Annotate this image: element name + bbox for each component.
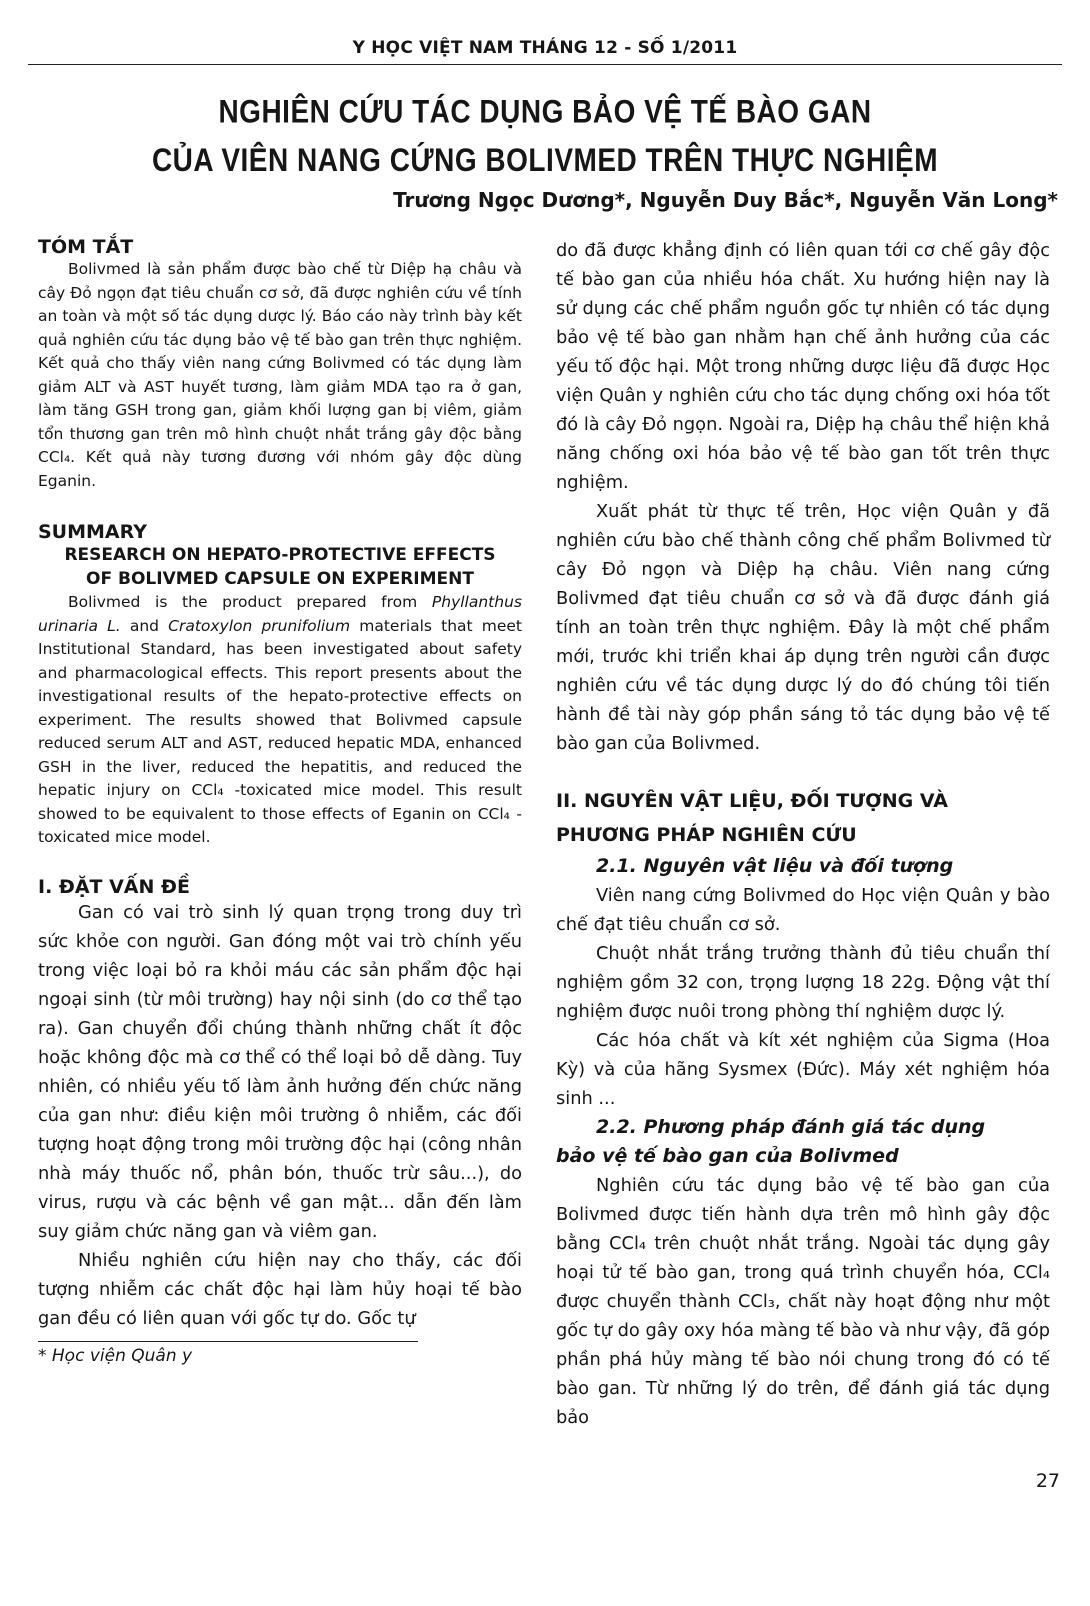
- summary-text: [38, 591, 522, 850]
- section-2-paragraph-1: Viên nang cứng Bolivmed do Học viện Quân y bào chế đạt tiêu chuẩn cơ sở.: [556, 885, 1050, 935]
- subsection-2-2-heading: [556, 1113, 1050, 1171]
- section-2-heading-line-1: II. NGUYÊN VẬT LIỆU, ĐỐI TƯỢNG VÀ: [556, 790, 948, 812]
- title-line-1: NGHIÊN CỨU TÁC DỤNG BẢO VỆ TẾ BÀO GAN: [218, 93, 872, 130]
- article-title: [150, 88, 940, 185]
- section-2-paragraph-3: Các hóa chất và kít xét nghiệm của Sigma (Hoa Kỳ) và của hãng Sysmex (Đức). Máy xét nghiệm hóa sinh ...: [556, 1030, 1050, 1109]
- section-1-heading: I. ĐẶT VẤN ĐỀ: [38, 875, 190, 898]
- right-column: [556, 236, 1050, 1432]
- summary-title-line-2: OF BOLIVMED CAPSULE ON EXPERIMENT: [86, 569, 474, 589]
- section-1-paragraph-3: do đã được khẳng định có liên quan tới cơ chế gây độc tế bào gan của nhiều hóa chất. Xu hướng hiện nay là sử dụng các chế phẩm nguồn gốc tự nhiên có tác dụng bảo vệ tế bào gan nhằm hạn chế ảnh hưởng của các yếu tố độc hại. Một trong những dược liệu đã được Học viện Quân y nghiên cứu cho tác dụng chống oxi hóa tốt đó là cây Đỏ ngọn. Ngoài ra, Diệp hạ châu thể hiện khả năng chống oxi hóa bảo vệ tế bào gan tốt trên thực nghiệm.: [556, 240, 1050, 493]
- section-2-paragraph-2: Chuột nhắt trắng trưởng thành đủ tiêu chuẩn thí nghiệm gồm 32 con, trọng lượng 18 22g. Động vật thí nghiệm được nuôi trong phòng thí nghiệm dược lý.: [556, 943, 1050, 1022]
- header-rule: [28, 64, 1062, 65]
- abstract-heading: TÓM TẮT: [38, 236, 134, 258]
- summary-text-b: and: [120, 616, 169, 635]
- species-phyllanthus: Phyllanthus urinaria L.: [38, 593, 522, 635]
- section-2-heading: [556, 784, 1050, 852]
- section-1-paragraph-1: Gan có vai trò sinh lý quan trọng trong duy trì sức khỏe con người. Gan đóng một vai trò chính yếu trong việc loại bỏ ra khỏi máu các sản phẩm độc hại ngoại sinh (từ môi trường) hay nội sinh (do cơ thể tạo ra). Gan chuyển đổi chúng thành những chất ít độc hoặc không độc mà cơ thể có thể loại bỏ dễ dàng. Tuy nhiên, có nhiều yếu tố làm ảnh hưởng đến chức năng của gan như: điều kiện môi trường ô nhiễm, các đối tượng hoạt động trong môi trường độc hại (công nhân nhà máy thuốc nổ, phân bón, thuốc trừ sâu...), do virus, rượu và các bệnh về gan mật... dẫn đến làm suy giảm chức năng gan và viêm gan.: [38, 901, 522, 1242]
- section-1-paragraph-4: Xuất phát từ thực tế trên, Học viện Quân y đã nghiên cứu bào chế thành công chế phẩm Bolivmed từ cây Đỏ ngọn và Diệp hạ châu. Viên nang cứng Bolivmed đạt tiêu chuẩn cơ sở và đã được đánh giá tính an toàn trên thực nghiệm. Đây là một chế phẩm mới, trước khi triển khai áp dụng trên người cần được nghiên cứu về tác dụng dược lý do đó chúng tôi tiến hành đề tài này góp phần sáng tỏ tác dụng bảo vệ tế bào gan của Bolivmed.: [556, 501, 1050, 754]
- species-cratoxylon: Cratoxylon prunifolium: [168, 616, 351, 635]
- summary-title-line-1: RESEARCH ON HEPATO-PROTECTIVE EFFECTS: [64, 545, 496, 565]
- abstract-text: Bolivmed là sản phẩm được bào chế từ Diệp hạ châu và cây Đỏ ngọn đạt tiêu chuẩn cơ sở, đã được nghiên cứu về tính an toàn và một số tác dụng dược lý. Báo cáo này trình bày kết quả nghiên cứu tác dụng bảo vệ tế bào gan trên thực nghiệm. Kết quả cho thấy viên nang cứng Bolivmed có tác dụng làm giảm ALT và AST huyết tương, làm giảm MDA tạo ra ở gan, làm tăng GSH trong gan, giảm khối lượng gan bị viêm, giảm tổn thương gan trên mô hình chuột nhắt trắng gây độc bằng CCl₄. Kết quả này tương đương với nhóm gây độc dùng Eganin.: [38, 260, 522, 490]
- journal-header: Y HỌC VIỆT NAM THÁNG 12 - SỐ 1/2011: [352, 38, 738, 58]
- summary-text-a: Bolivmed is the product prepared from: [68, 593, 432, 611]
- section-1-paragraph-2: Nhiều nghiên cứu hiện nay cho thấy, các đối tượng nhiễm các chất độc hại làm hủy hoại tế bào gan đều có liên quan với gốc tự do. Gốc tự: [38, 1249, 522, 1329]
- left-column: [38, 236, 522, 1366]
- section-2-paragraph-4: Nghiên cứu tác dụng bảo vệ tế bào gan của Bolivmed được tiến hành dựa trên mô hình gây độc bằng CCl₄ trên chuột nhắt trắng. Ngoài tác dụng gây hoại tử tế bào gan, trong quá trình chuyển hóa, CCl₄ được chuyển thành CCl₃, chất này hoạt động như một gốc tự do gây oxy hóa màng tế bào và như vậy, đã góp phần phá hủy màng tế bào nói chung trong đó có tế bào gan. Từ những lý do trên, để đánh giá tác dụng bảo: [556, 1175, 1050, 1428]
- footnote: * Học viện Quân y: [38, 1345, 193, 1366]
- title-line-2: CỦA VIÊN NANG CỨNG BOLIVMED TRÊN THỰC NGHIỆM: [151, 142, 939, 178]
- author-list: Trương Ngọc Dương*, Nguyễn Duy Bắc*, Nguyễn Văn Long*: [393, 188, 1058, 212]
- summary-text-c: materials that meet Institutional Standard, has been investigated about safety and pharmacological effects. This report presents about the investigational results of the hepato-protective effects on experiment. The results showed that Bolivmed capsule reduced serum ALT and AST, reduced hepatic MDA, enhanced GSH in the liver, reduced the hepatitis, and reduced the hepatic injury on CCl₄ -toxicated mice model. This result showed to be equivalent to those effects of Eganin on CCl₄ -toxicated mice model.: [38, 616, 522, 846]
- subsection-2-1-heading: 2.1. Nguyên vật liệu và đối tượng: [596, 855, 954, 877]
- page-number: 27: [1035, 1470, 1060, 1492]
- section-2-heading-line-2: PHƯƠNG PHÁP NGHIÊN CỨU: [556, 824, 857, 846]
- subsection-2-2-heading-line-2: bảo vệ tế bào gan của Bolivmed: [556, 1145, 899, 1167]
- summary-heading: SUMMARY: [38, 521, 147, 543]
- subsection-2-2-heading-line-1: 2.2. Phương pháp đánh giá tác dụng: [596, 1116, 986, 1138]
- footnote-rule: [38, 1341, 418, 1342]
